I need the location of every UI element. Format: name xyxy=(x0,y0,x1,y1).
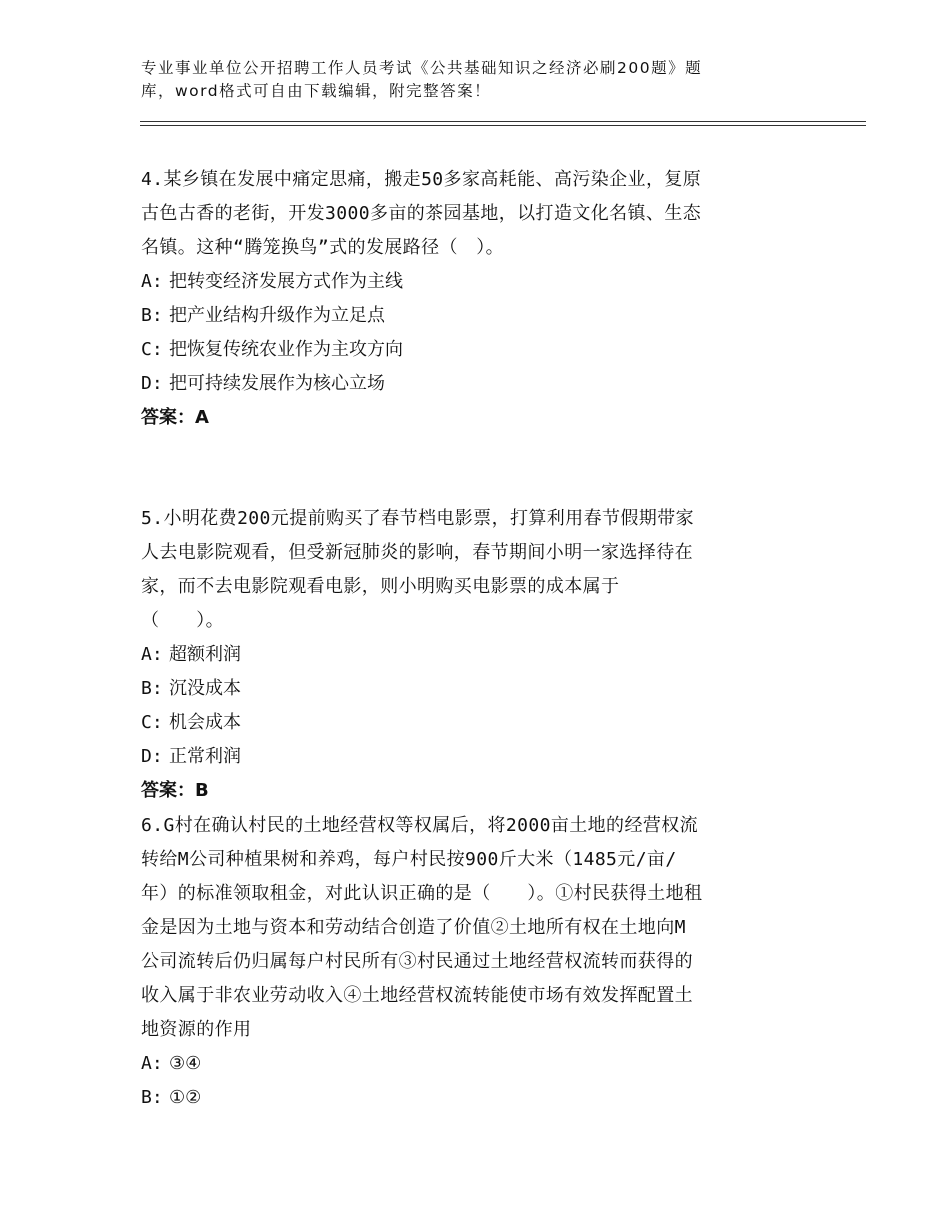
question-text-line: 收入属于非农业劳动收入④土地经营权流转能使市场有效发挥配置土 xyxy=(141,985,693,1006)
header-title-line-1: 专业事业单位公开招聘工作人员考试《公共基础知识之经济必刷200题》题 xyxy=(141,59,703,77)
option-a xyxy=(141,265,811,299)
question-text-line: 家，而不去电影院观看电影，则小明购买电影票的成本属于 xyxy=(141,576,620,597)
option-text: ③④ xyxy=(169,1053,202,1074)
option-text: 把转变经济发展方式作为主线 xyxy=(169,271,403,292)
option-d xyxy=(141,367,811,401)
question-text-line: 古色古香的老街，开发3000多亩的茶园基地，以打造文化名镇、生态 xyxy=(141,203,702,224)
question-text-line: 4.某乡镇在发展中痛定思痛，搬走50多家高耗能、高污染企业，复原 xyxy=(141,169,702,190)
question-text-line: 金是因为土地与资本和劳动结合创造了价值②土地所有权在土地向M xyxy=(141,917,686,938)
option-b xyxy=(141,1081,811,1115)
option-d xyxy=(141,740,811,774)
option-key: A: xyxy=(141,644,163,665)
option-key: D: xyxy=(141,746,163,767)
question-text-line: 名镇。这种“腾笼换鸟”式的发展路径（ ）。 xyxy=(141,237,505,258)
header-title-line-2: 库，word格式可自由下载编辑，附完整答案！ xyxy=(141,82,492,100)
question-6 xyxy=(141,809,811,1115)
option-text: 超额利润 xyxy=(169,644,241,665)
option-c xyxy=(141,333,811,367)
question-text-line: 5.小明花费200元提前购买了春节档电影票，打算利用春节假期带家 xyxy=(141,508,694,529)
option-key: A: xyxy=(141,1053,163,1074)
option-key: B: xyxy=(141,1087,163,1108)
option-a xyxy=(141,1047,811,1081)
option-a xyxy=(141,638,811,672)
question-text-line: 公司流转后仍归属每户村民所有③村民通过土地经营权流转而获得的 xyxy=(141,951,693,972)
document-header xyxy=(141,57,861,103)
answer-label: 答案：A xyxy=(141,407,209,428)
answer-label: 答案：B xyxy=(141,780,209,801)
option-key: B: xyxy=(141,678,163,699)
option-b xyxy=(141,299,811,333)
option-key: C: xyxy=(141,712,163,733)
option-c xyxy=(141,706,811,740)
question-5 xyxy=(141,502,811,808)
option-text: 把产业结构升级作为立足点 xyxy=(169,305,385,326)
question-text-line: 6.G村在确认村民的土地经营权等权属后，将2000亩土地的经营权流 xyxy=(141,815,699,836)
option-key: B: xyxy=(141,305,163,326)
option-key: C: xyxy=(141,339,163,360)
option-text: 沉没成本 xyxy=(169,678,241,699)
option-text: 把可持续发展作为核心立场 xyxy=(169,373,385,394)
option-key: D: xyxy=(141,373,163,394)
question-text-line: （ ）。 xyxy=(141,610,224,631)
option-text: 正常利润 xyxy=(169,746,241,767)
header-divider-top xyxy=(140,121,866,122)
option-b xyxy=(141,672,811,706)
question-4 xyxy=(141,163,811,435)
header-divider-bottom xyxy=(140,125,866,126)
option-key: A: xyxy=(141,271,163,292)
question-text-line: 年）的标准领取租金，对此认识正确的是（ ）。①村民获得土地租 xyxy=(141,883,703,904)
question-text-line: 人去电影院观看，但受新冠肺炎的影响，春节期间小明一家选择待在 xyxy=(141,542,693,563)
question-text-line: 地资源的作用 xyxy=(141,1019,252,1040)
option-text: 把恢复传统农业作为主攻方向 xyxy=(169,339,403,360)
option-text: ①② xyxy=(169,1087,202,1108)
option-text: 机会成本 xyxy=(169,712,241,733)
question-text-line: 转给M公司种植果树和养鸡，每户村民按900斤大米（1485元/亩/ xyxy=(141,849,677,870)
